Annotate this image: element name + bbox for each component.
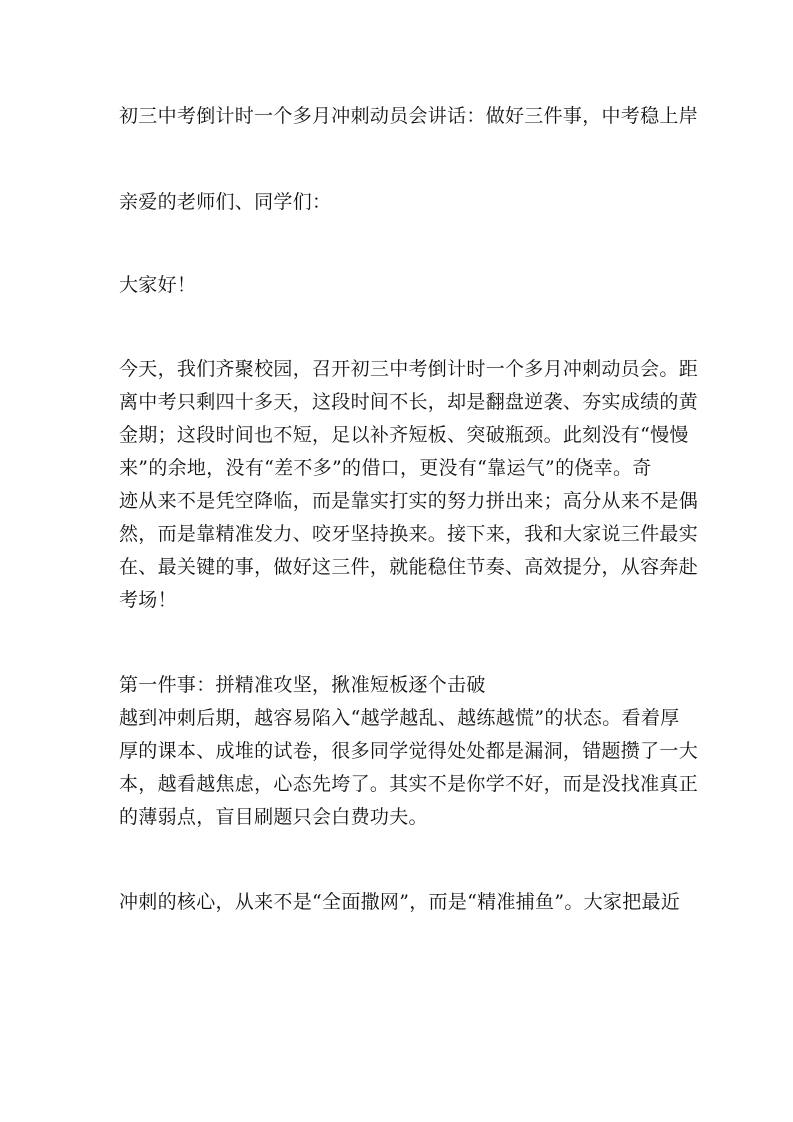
paragraph-line: 的薄弱点，盲目刷题只会白费功夫。 — [119, 806, 428, 828]
paragraph-line: 考场！ — [119, 589, 177, 611]
paragraph-line: 越到冲刺后期，越容易陷入“越学越乱、越练越慌”的状态。看着厚 — [119, 707, 680, 729]
paragraph-line: 迹从来不是凭空降临，而是靠实打实的努力拼出来；高分从来不是偶 — [119, 490, 699, 512]
section-heading: 第一件事：拼精准攻坚，揪准短板逐个击破 — [119, 674, 486, 696]
salutation: 亲爱的老师们、同学们： — [119, 191, 332, 213]
paragraph-line: 厚的课本、成堆的试卷，很多同学觉得处处都是漏洞，错题攒了一大 — [119, 740, 699, 762]
paragraph-line: 本，越看越焦虑，心态先垮了。其实不是你学不好，而是没找准真正 — [119, 773, 699, 795]
paragraph-line: 金期；这段时间也不短，足以补齐短板、突破瓶颈。此刻没有“慢慢 — [119, 424, 689, 446]
paragraph-line: 今天，我们齐聚校园，召开初三中考倒计时一个多月冲刺动员会。距 — [119, 358, 699, 380]
paragraph-line: 来”的余地，没有“差不多”的借口，更没有“靠运气”的侥幸。奇 — [119, 457, 652, 479]
paragraph-line: 在、最关键的事，做好这三件，就能稳住节奏、高效提分，从容奔赴 — [119, 556, 699, 578]
paragraph-line: 然，而是靠精准发力、咬牙坚持换来。接下来，我和大家说三件最实 — [119, 523, 699, 545]
document-title: 初三中考倒计时一个多月冲刺动员会讲话：做好三件事，中考稳上岸 — [119, 105, 699, 127]
paragraph-line: 离中考只剩四十多天，这段时间不长，却是翻盘逆袭、夯实成绩的黄 — [119, 391, 699, 413]
paragraph-line: 冲刺的核心，从来不是“全面撒网”，而是“精准捕鱼”。大家把最近 — [119, 891, 681, 913]
greeting: 大家好！ — [119, 274, 197, 296]
